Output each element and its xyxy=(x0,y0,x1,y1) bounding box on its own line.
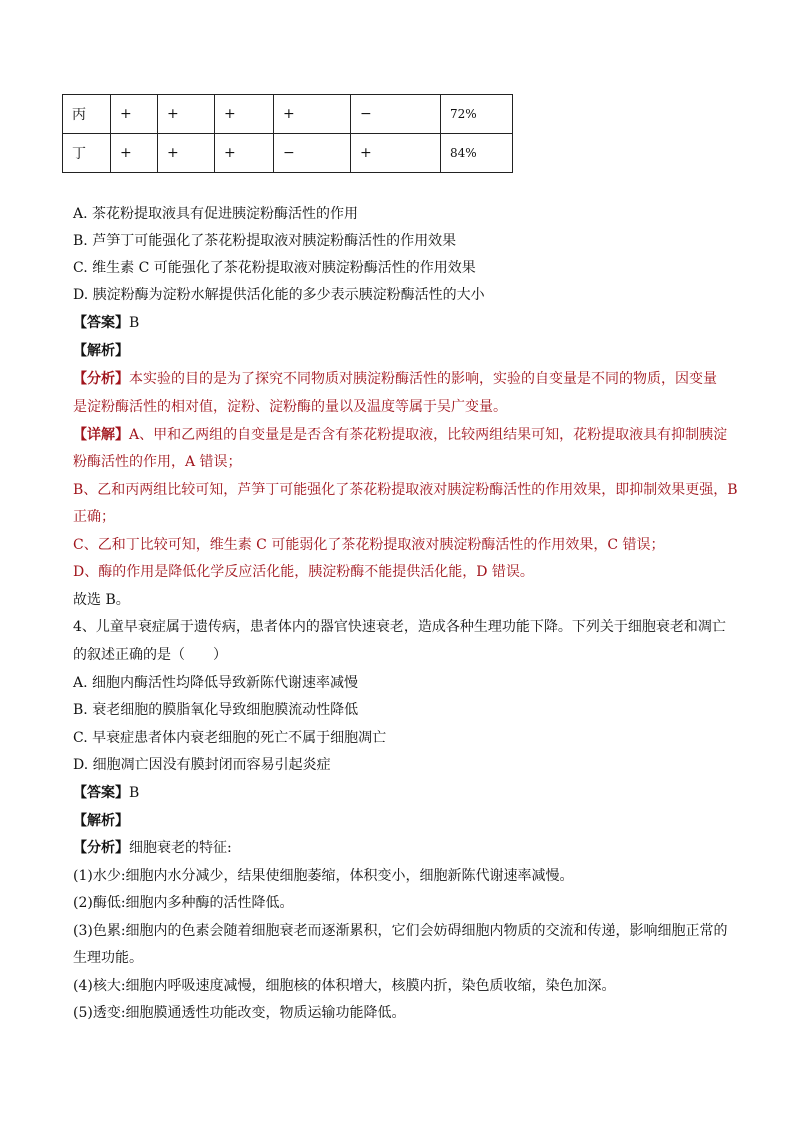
table-cell: 72% xyxy=(441,95,513,134)
q3-option-a: A. 茶花粉提取液具有促进胰淀粉酶活性的作用 xyxy=(73,206,359,222)
table-cell: − xyxy=(351,95,441,134)
q3-xiangjie-line-1 xyxy=(73,425,727,445)
table-cell: 84% xyxy=(441,134,513,173)
table-cell: 丙 xyxy=(63,95,111,134)
q4-point-3-cont: 生理功能。 xyxy=(73,950,143,966)
q3-fenxi-line-1 xyxy=(73,369,717,389)
q3-xiangjie-line-4: 正确； xyxy=(73,509,115,525)
table-cell: + xyxy=(158,95,215,134)
answer-value: B xyxy=(129,785,140,801)
table-cell: + xyxy=(215,95,274,134)
q3-xiangjie-line-5: C、乙和丁比较可知，维生素 C 可能弱化了茶花粉提取液对胰淀粉酶活性的作用效果，C 错误； xyxy=(73,537,665,553)
q3-fenxi-line-2: 是淀粉酶活性的相对值，淀粉、淀粉酶的量以及温度等属于吴广变量。 xyxy=(73,399,507,415)
table-cell: 丁 xyxy=(63,134,111,173)
q4-point-4: (4)核大:细胞内呼吸速度减慢，细胞核的体积增大，核膜内折，染色质收缩，染色加深。 xyxy=(73,978,616,994)
q3-option-b: B. 芦笋丁可能强化了茶花粉提取液对胰淀粉酶活性的作用效果 xyxy=(73,233,457,249)
answer-tag: 【答案】 xyxy=(73,785,129,801)
experiment-table xyxy=(62,94,513,173)
q4-option-c: C. 早衰症患者体内衰老细胞的死亡不属于细胞凋亡 xyxy=(73,730,387,746)
table-row xyxy=(63,134,513,173)
q3-xiangjie-line-3: B、乙和丙两组比较可知，芦笋丁可能强化了茶花粉提取液对胰淀粉酶活性的作用效果，即抑制效果更强，B xyxy=(73,482,738,498)
fenxi-text: 细胞衰老的特征: xyxy=(129,840,232,856)
table-cell: + xyxy=(274,95,351,134)
q4-option-a: A. 细胞内酶活性均降低导致新陈代谢速率减慢 xyxy=(73,675,359,691)
q4-stem-line-2: 的叙述正确的是（ ） xyxy=(73,647,227,663)
table-cell: + xyxy=(351,134,441,173)
table-cell: + xyxy=(215,134,274,173)
table-cell: + xyxy=(111,95,158,134)
q3-analysis-tag: 【解析】 xyxy=(73,343,129,359)
q4-stem-line-1: 4、儿童早衰症属于遗传病，患者体内的器官快速衰老，造成各种生理功能下降。下列关于细胞衰老和凋亡 xyxy=(73,619,726,635)
fenxi-tag: 【分析】 xyxy=(73,371,129,387)
q4-point-3: (3)色累:细胞内的色素会随着细胞衰老而逐渐累积，它们会妨碍细胞内物质的交流和传递，影响细胞正常的 xyxy=(73,923,728,939)
q3-option-d: D. 胰淀粉酶为淀粉水解提供活化能的多少表示胰淀粉酶活性的大小 xyxy=(73,287,485,303)
q3-xiangjie-line-2: 粉酶活性的作用，A 错误； xyxy=(73,454,242,470)
q3-answer xyxy=(73,313,139,333)
q4-analysis-tag: 【解析】 xyxy=(73,813,129,829)
table-cell: + xyxy=(158,134,215,173)
fenxi-tag: 【分析】 xyxy=(73,840,129,856)
q4-point-5: (5)透变:细胞膜通透性功能改变，物质运输功能降低。 xyxy=(73,1005,406,1021)
table-cell: − xyxy=(274,134,351,173)
answer-value: B xyxy=(129,315,140,331)
q3-xiangjie-line-6: D、酶的作用是降低化学反应活化能，胰淀粉酶不能提供活化能，D 错误。 xyxy=(73,564,534,580)
xiangjie-tag: 【详解】 xyxy=(73,427,129,443)
q4-option-b: B. 衰老细胞的膜脂氧化导致细胞膜流动性降低 xyxy=(73,702,359,718)
table-cell: + xyxy=(111,134,158,173)
q4-point-1: (1)水少:细胞内水分减少，结果使细胞萎缩，体积变小，细胞新陈代谢速率减慢。 xyxy=(73,868,574,884)
xiangjie-text: A、甲和乙两组的自变量是是否含有茶花粉提取液，比较两组结果可知，花粉提取液具有抑制胰淀 xyxy=(129,427,728,443)
q4-point-2: (2)酶低:细胞内多种酶的活性降低。 xyxy=(73,895,294,911)
q3-conclusion: 故选 B。 xyxy=(73,592,130,608)
q4-answer xyxy=(73,783,139,803)
q3-option-c: C. 维生素 C 可能强化了茶花粉提取液对胰淀粉酶活性的作用效果 xyxy=(73,260,476,276)
table-row xyxy=(63,95,513,134)
answer-tag: 【答案】 xyxy=(73,315,129,331)
q4-option-d: D. 细胞凋亡因没有膜封闭而容易引起炎症 xyxy=(73,757,331,773)
fenxi-text: 本实验的目的是为了探究不同物质对胰淀粉酶活性的影响，实验的自变量是不同的物质，因变量 xyxy=(129,371,717,387)
q4-fenxi xyxy=(73,838,232,858)
